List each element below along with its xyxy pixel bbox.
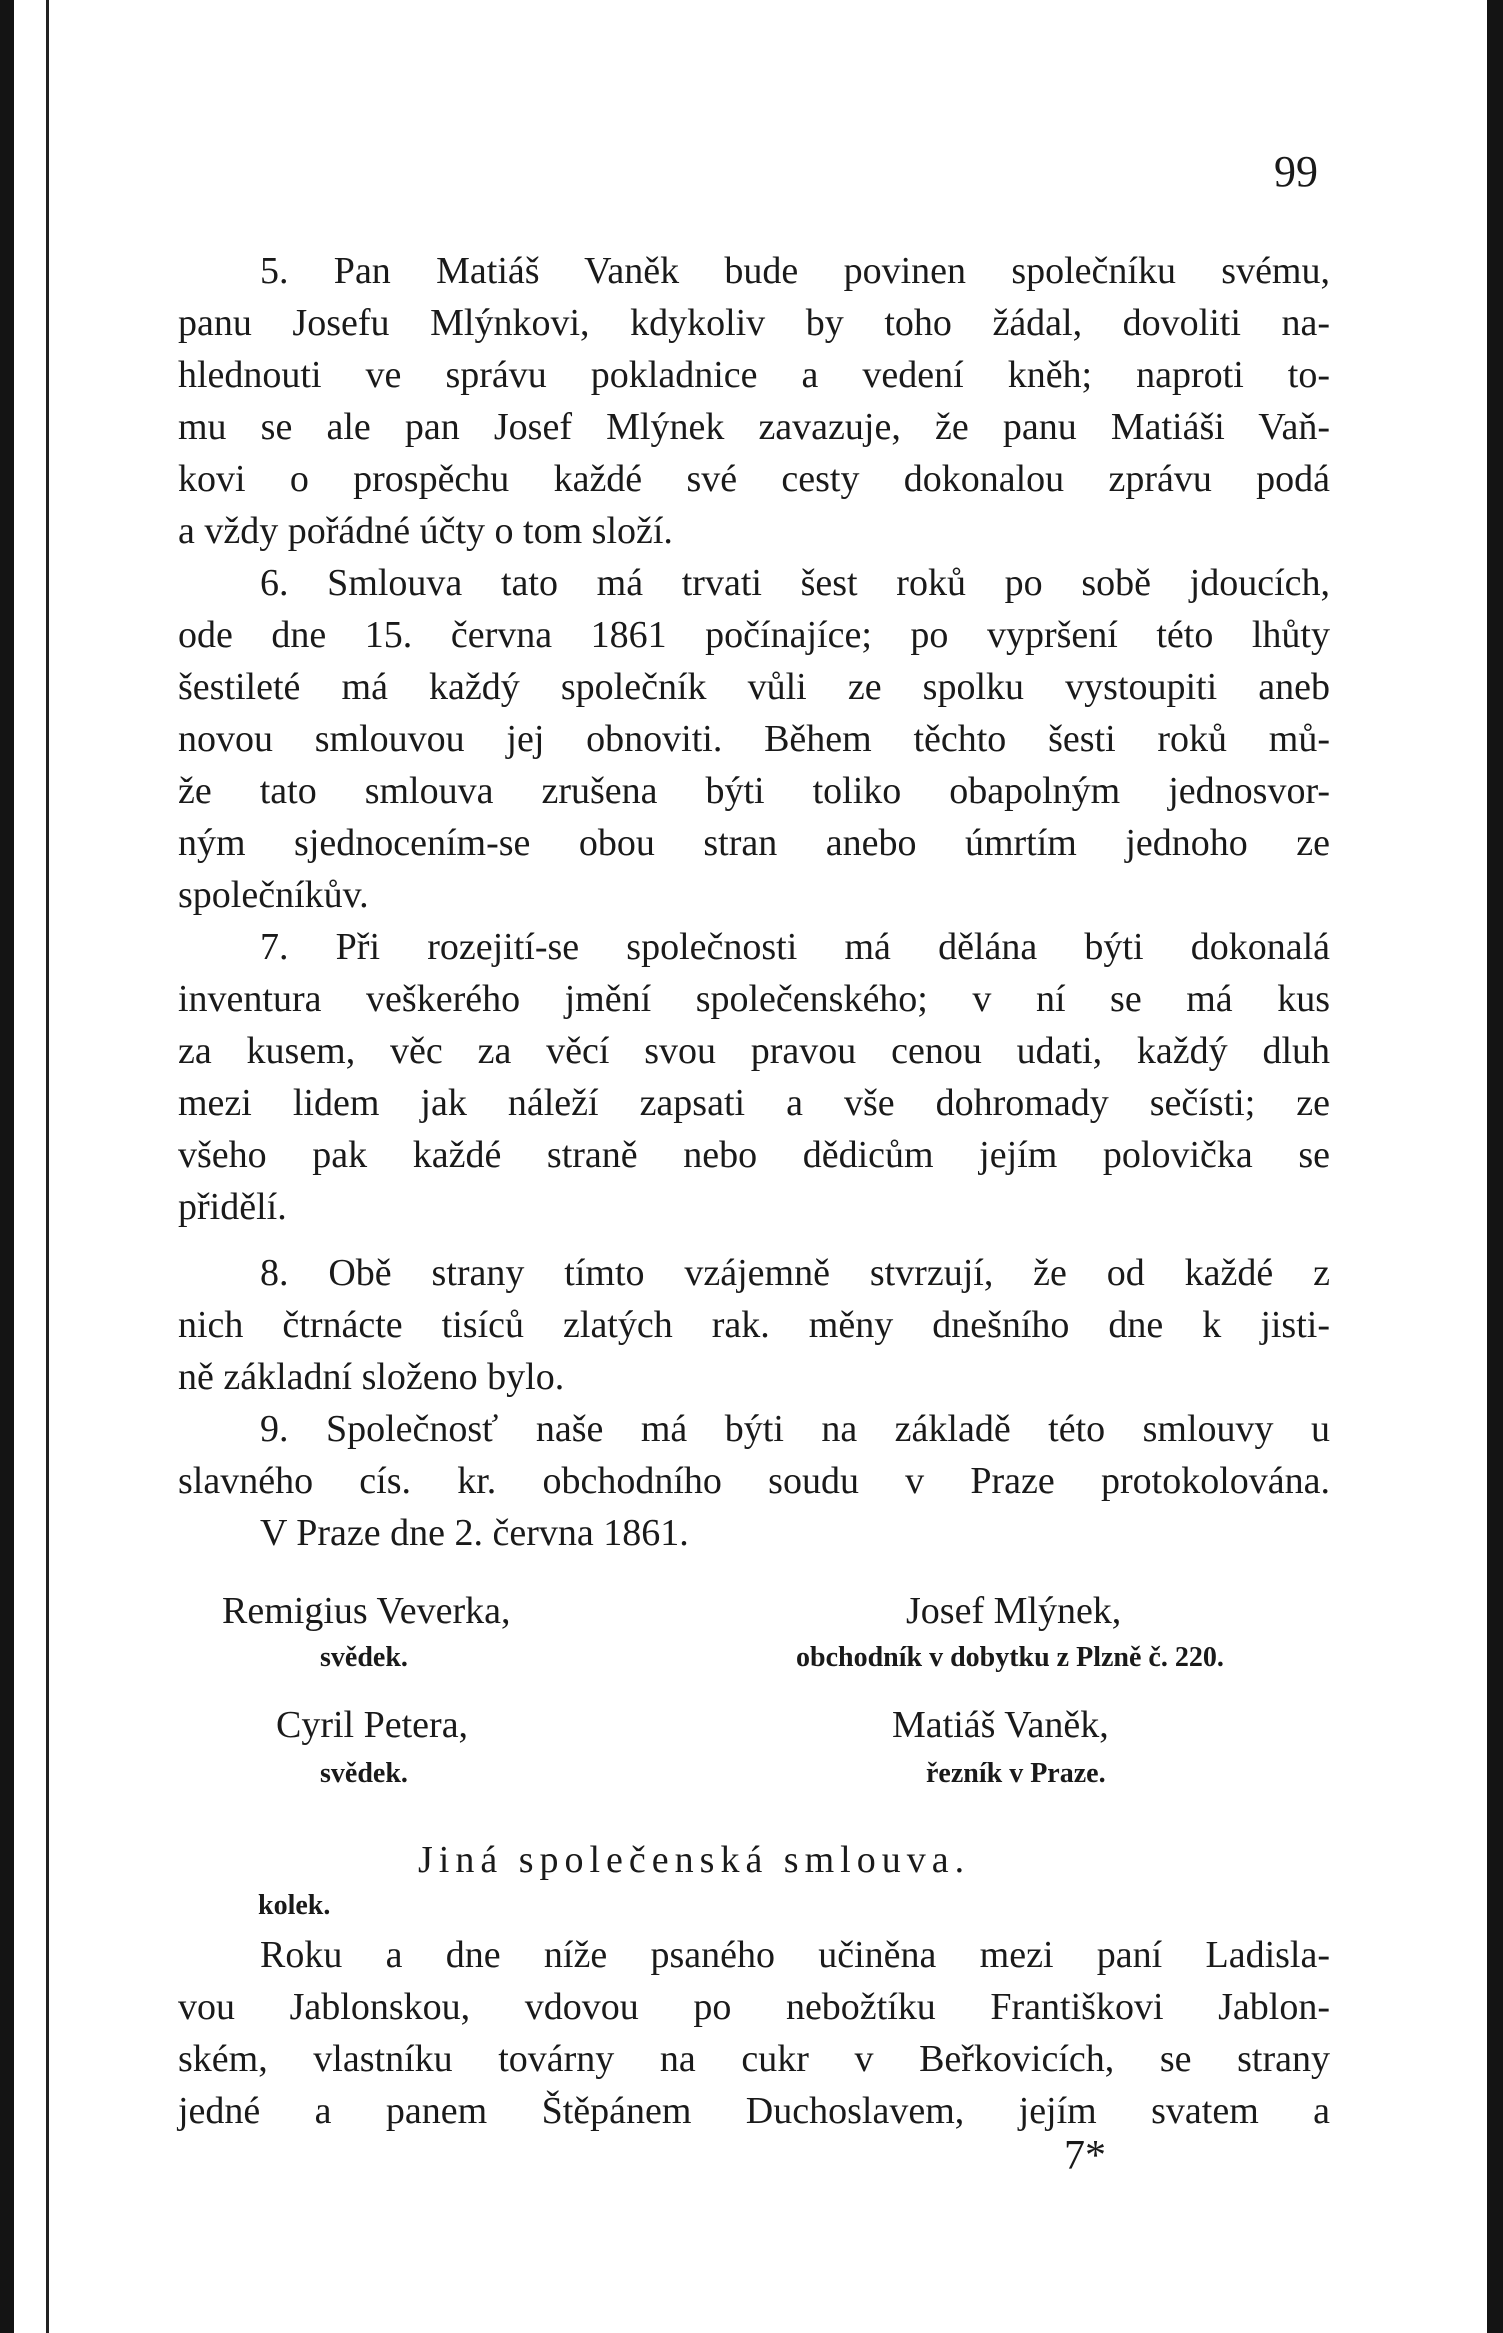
body-line: 6. Smlouva tato má trvati šest roků po sobě jdoucích, bbox=[260, 562, 1330, 604]
witness-name: Cyril Petera, bbox=[276, 1704, 469, 1746]
body-line: 7. Při rozejití-se společnosti má dělána býti dokonalá bbox=[260, 926, 1330, 968]
body-line: Roku a dne níže psaného učiněna mezi paní Ladisla- bbox=[260, 1934, 1330, 1976]
party-name: Josef Mlýnek, bbox=[906, 1590, 1122, 1632]
sheet-signature-mark: 7* bbox=[1064, 2133, 1106, 2179]
body-line: a vždy pořádné účty o tom složí. bbox=[178, 510, 673, 552]
body-line: slavného cís. kr. obchodního soudu v Praze protokolována. bbox=[178, 1460, 1330, 1502]
witness-role: svědek. bbox=[320, 1642, 408, 1673]
body-line: šestileté má každý společník vůli ze spolku vystoupiti aneb bbox=[178, 666, 1330, 708]
body-line: všeho pak každé straně nebo dědicům jejím polovička se bbox=[178, 1134, 1330, 1176]
body-line: jedné a panem Štěpánem Duchoslavem, jejím svatem a bbox=[178, 2090, 1330, 2132]
body-line: mu se ale pan Josef Mlýnek zavazuje, že panu Matiáši Vaň- bbox=[178, 406, 1330, 448]
body-line: 9. Společnosť naše má býti na základě této smlouvy u bbox=[260, 1408, 1330, 1450]
body-line: za kusem, věc za věcí svou pravou cenou udati, každý dluh bbox=[178, 1030, 1330, 1072]
body-line: inventura veškerého jmění společenského; v ní se má kus bbox=[178, 978, 1330, 1020]
body-line: nich čtrnácte tisíců zlatých rak. měny dnešního dne k jisti- bbox=[178, 1304, 1330, 1346]
body-line: mezi lidem jak náleží zapsati a vše dohromady sečísti; ze bbox=[178, 1082, 1330, 1124]
section-heading: Jiná společenská smlouva. bbox=[418, 1839, 971, 1881]
body-line: hlednouti ve správu pokladnice a vedení kněh; naproti to- bbox=[178, 354, 1330, 396]
page-number: 99 bbox=[1274, 147, 1318, 196]
body-line: přidělí. bbox=[178, 1186, 287, 1228]
body-line: vou Jablonskou, vdovou po nebožtíku Františkovi Jablon- bbox=[178, 1986, 1330, 2028]
body-line: ně základní složeno bylo. bbox=[178, 1356, 565, 1398]
body-line: kovi o prospěchu každé své cesty dokonalou zprávu podá bbox=[178, 458, 1330, 500]
body-line: ode dne 15. června 1861 počínajíce; po vypršení této lhůty bbox=[178, 614, 1330, 656]
kolek-label: kolek. bbox=[258, 1890, 331, 1921]
body-line: panu Josefu Mlýnkovi, kdykoliv by toho žádal, dovoliti na- bbox=[178, 302, 1330, 344]
party-role: obchodník v dobytku z Plzně č. 220. bbox=[796, 1642, 1224, 1673]
body-line: ském, vlastníku továrny na cukr v Beřkovicích, se strany bbox=[178, 2038, 1330, 2080]
body-line: novou smlouvou jej obnoviti. Během těchto šesti roků mů- bbox=[178, 718, 1330, 760]
body-line: 8. Obě strany tímto vzájemně stvrzují, že od každé z bbox=[260, 1252, 1330, 1294]
body-line: ným sjednocením-se obou stran anebo úmrtím jednoho ze bbox=[178, 822, 1330, 864]
party-name: Matiáš Vaněk, bbox=[892, 1704, 1109, 1746]
body-line: že tato smlouva zrušena býti toliko obapolným jednosvor- bbox=[178, 770, 1330, 812]
party-role: řezník v Praze. bbox=[926, 1758, 1106, 1789]
body-line: společníkův. bbox=[178, 874, 369, 916]
body-line: 5. Pan Matiáš Vaněk bude povinen společníku svému, bbox=[260, 250, 1330, 292]
witness-role: svědek. bbox=[320, 1758, 408, 1789]
date-line: V Praze dne 2. června 1861. bbox=[260, 1512, 689, 1554]
witness-name: Remigius Veverka, bbox=[222, 1590, 511, 1632]
